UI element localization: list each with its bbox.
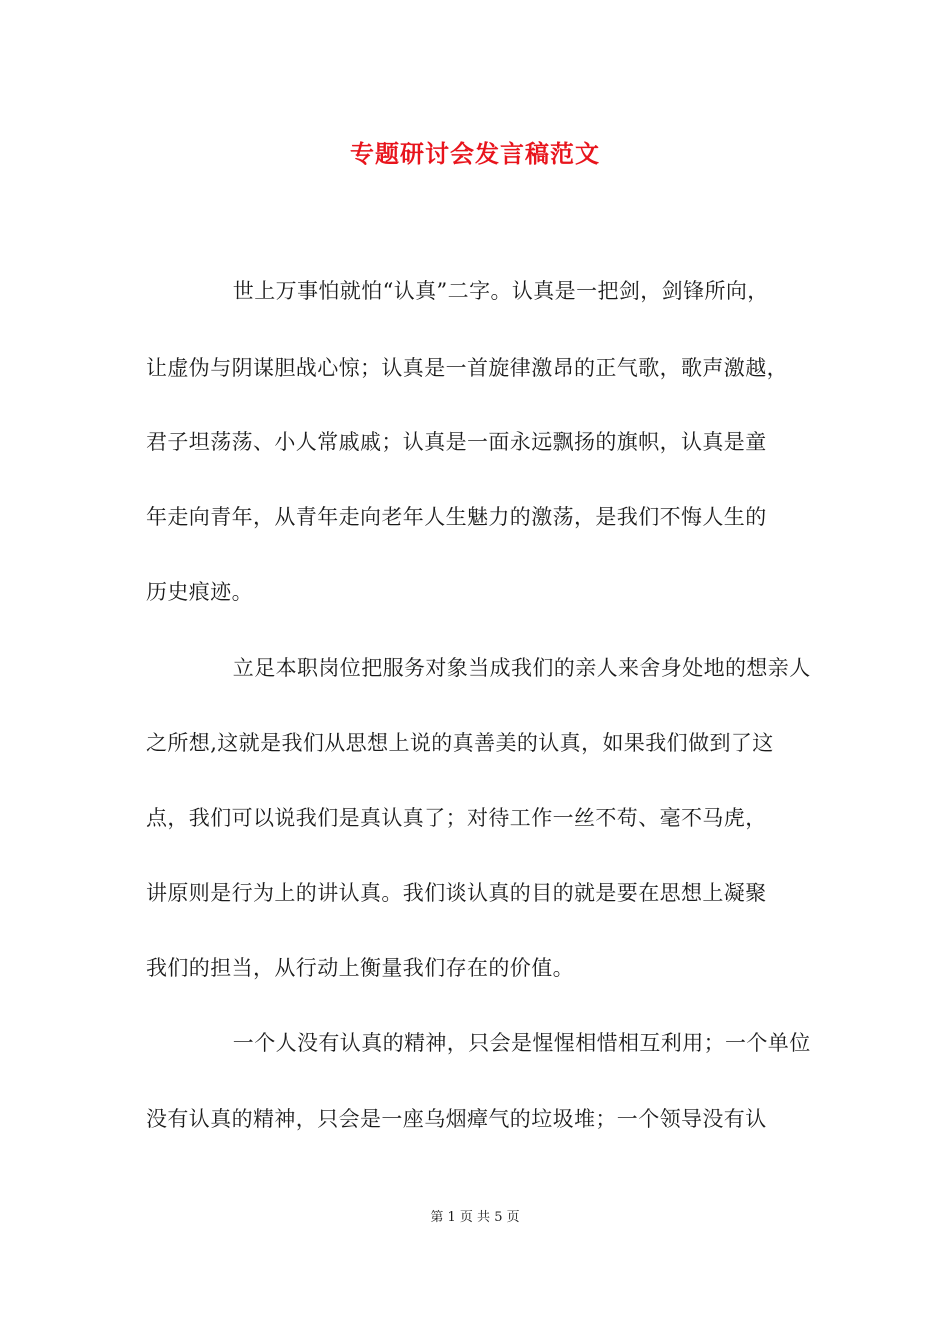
body-line-6: 立足本职岗位把服务对象当成我们的亲人来舍身处地的想亲人 — [190, 656, 811, 680]
body-line-1: 世上万事怕就怕“认真”二字。认真是一把剑，剑锋所向， — [190, 279, 769, 303]
body-line-7: 之所想,这就是我们从思想上说的真善美的认真，如果我们做到了这 — [146, 731, 774, 755]
body-line-12: 没有认真的精神，只会是一座乌烟瘴气的垃圾堆；一个领导没有认 — [146, 1107, 767, 1131]
body-line-3: 君子坦荡荡、小人常戚戚；认真是一面永远飘扬的旗帜，认真是童 — [146, 430, 767, 454]
body-line-11: 一个人没有认真的精神，只会是惺惺相惜相互利用；一个单位 — [190, 1031, 811, 1055]
body-line-5: 历史痕迹。 — [146, 580, 253, 604]
body-line-2: 让虚伪与阴谋胆战心惊；认真是一首旋律激昂的正气歌，歌声激越， — [146, 356, 788, 380]
page-title: 专题研讨会发言稿范文 — [350, 139, 600, 168]
body-line-8: 点，我们可以说我们是真认真了；对待工作一丝不苟、毫不马虎， — [146, 806, 767, 830]
body-line-4: 年走向青年，从青年走向老年人生魅力的激荡，是我们不悔人生的 — [146, 505, 767, 529]
body-line-10: 我们的担当，从行动上衡量我们存在的价值。 — [146, 956, 574, 980]
body-line-9: 讲原则是行为上的讲认真。我们谈认真的目的就是要在思想上凝聚 — [146, 881, 767, 905]
page-footer: 第 1 页 共 5 页 — [430, 1210, 520, 1225]
